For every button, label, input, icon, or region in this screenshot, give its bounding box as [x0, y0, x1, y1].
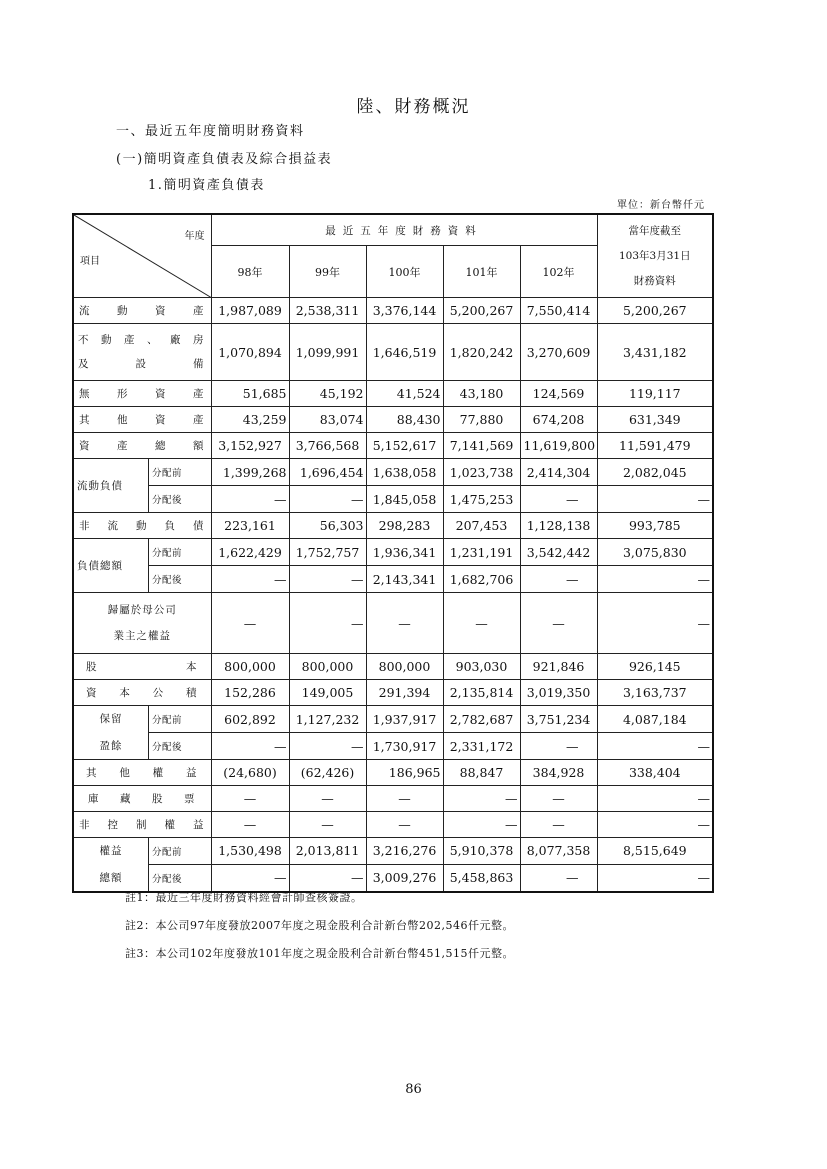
table-cell: 7,141,569: [443, 433, 520, 459]
table-cell: —: [366, 786, 443, 812]
table-cell: 674,208: [520, 407, 597, 433]
table-cell: 921,846: [520, 654, 597, 680]
table-cell: 2,782,687: [443, 706, 520, 733]
table-cell: 41,524: [366, 381, 443, 407]
table-cell: —: [520, 733, 597, 760]
table-cell: —: [597, 593, 713, 654]
table-cell: —: [443, 812, 520, 838]
table-cell: —: [211, 593, 289, 654]
current-header-line: 財務資料: [633, 274, 676, 287]
row-label: 保留: [74, 706, 149, 733]
row-label: 負債總額: [74, 539, 149, 592]
row-label: 資產總額: [73, 433, 211, 459]
footnotes: [125, 884, 514, 968]
row-label: 無形資產: [73, 381, 211, 407]
table-cell: 2,331,172: [443, 733, 520, 760]
table-row: [73, 539, 713, 566]
table-cell: —: [211, 733, 289, 760]
table-row: [73, 324, 713, 381]
table-cell: 3,009,276: [366, 864, 443, 892]
table-cell: —: [289, 733, 366, 760]
sub-label-after: 分配後: [152, 742, 183, 753]
table-cell: 1,530,498: [211, 838, 289, 865]
table-cell: 88,430: [366, 407, 443, 433]
sub-label-before: 分配前: [149, 706, 211, 733]
table-cell: 1,936,341: [366, 539, 443, 566]
table-cell: —: [366, 593, 443, 654]
corner-item-label: 項目: [80, 256, 100, 267]
year-header: 101年: [443, 246, 520, 298]
table-cell: 5,200,267: [597, 298, 713, 324]
split-label: [74, 539, 211, 592]
current-header-line: 當年度截至: [628, 224, 682, 237]
table-cell: 1,023,738: [443, 459, 520, 486]
current-header-line: 103年3月31日: [619, 249, 691, 262]
table-row: [73, 513, 713, 539]
table-cell: 1,820,242: [443, 324, 520, 381]
table-cell: 2,013,811: [289, 838, 366, 865]
sub-label-before: 分配前: [149, 838, 211, 865]
table-cell: 1,937,917: [366, 706, 443, 733]
table-cell: 3,766,568: [289, 433, 366, 459]
row-label-group: [73, 706, 211, 760]
table-cell: 3,075,830: [597, 539, 713, 566]
table-cell: 1,475,253: [443, 486, 520, 513]
table-heading: 1.簡明資產負債表: [148, 178, 265, 193]
table-cell: 5,200,267: [443, 298, 520, 324]
table-row: [73, 407, 713, 433]
table-cell: 291,394: [366, 680, 443, 706]
split-label: [74, 459, 211, 512]
table-row: [73, 786, 713, 812]
table-cell: 3,270,609: [520, 324, 597, 381]
section-heading: 一、最近五年度簡明財務資料: [116, 124, 305, 139]
table-cell: 45,192: [289, 381, 366, 407]
sub-label-before: 分配前: [149, 539, 211, 566]
table-cell: 149,005: [289, 680, 366, 706]
table-cell: 3,019,350: [520, 680, 597, 706]
table-cell: —: [289, 486, 366, 513]
table-cell: 7,550,414: [520, 298, 597, 324]
subsection-heading: (一)簡明資產負債表及綜合損益表: [116, 152, 333, 167]
unit-label: 單位：新台幣仟元: [617, 200, 705, 211]
table-cell: 43,259: [211, 407, 289, 433]
row-label: 其他權益: [73, 760, 211, 786]
table-cell: —: [211, 864, 289, 892]
table-cell: —: [597, 486, 713, 513]
table-cell: 298,283: [366, 513, 443, 539]
row-label-group: [73, 459, 211, 513]
table-row: [73, 706, 713, 733]
table-cell: —: [597, 733, 713, 760]
table-cell: 3,431,182: [597, 324, 713, 381]
row-label: 非流動負債: [73, 513, 211, 539]
row-label: 股本: [73, 654, 211, 680]
table-row: [73, 812, 713, 838]
table-cell: —: [211, 786, 289, 812]
table-cell: 926,145: [597, 654, 713, 680]
current-period-header: [597, 214, 713, 298]
row-label-group: [73, 539, 211, 593]
table-cell: 152,286: [211, 680, 289, 706]
table-cell: 1,128,138: [520, 513, 597, 539]
sub-label-after: 分配後: [152, 575, 183, 586]
sub-label-after: 分配後: [152, 495, 183, 506]
table-cell: 5,458,863: [443, 864, 520, 892]
table-cell: 124,569: [520, 381, 597, 407]
year-header: 102年: [520, 246, 597, 298]
table-row: [73, 680, 713, 706]
table-cell: 1,845,058: [366, 486, 443, 513]
table-cell: 1,987,089: [211, 298, 289, 324]
table-cell: 83,074: [289, 407, 366, 433]
table-cell: —: [520, 812, 597, 838]
table-cell: 993,785: [597, 513, 713, 539]
table-cell: 1,127,232: [289, 706, 366, 733]
table-cell: —: [211, 486, 289, 513]
table-cell: 88,847: [443, 760, 520, 786]
row-label: 非控制權益: [73, 812, 211, 838]
table-cell: 43,180: [443, 381, 520, 407]
table-cell: —: [211, 812, 289, 838]
table-cell: 3,751,234: [520, 706, 597, 733]
table-cell: 3,163,737: [597, 680, 713, 706]
table-cell: 800,000: [366, 654, 443, 680]
sub-label-before: 分配前: [149, 459, 211, 486]
table-cell: 1,099,991: [289, 324, 366, 381]
row-label: [73, 324, 211, 381]
row-label: 流動資產: [73, 298, 211, 324]
table-cell: 4,087,184: [597, 706, 713, 733]
table-cell: 1,638,058: [366, 459, 443, 486]
table-cell: —: [289, 864, 366, 892]
row-label: 其他資產: [73, 407, 211, 433]
sub-label-after: 分配後: [152, 874, 183, 885]
table-row: [73, 433, 713, 459]
header-corner-cell: [73, 214, 211, 298]
table-cell: 119,117: [597, 381, 713, 407]
page-title: 陸、財務概況: [356, 97, 471, 117]
table-cell: 1,622,429: [211, 539, 289, 566]
table-cell: 3,542,442: [520, 539, 597, 566]
row-label: 總額: [74, 865, 149, 892]
table-cell: —: [520, 864, 597, 892]
table-cell: 1,399,268: [211, 459, 289, 486]
table-cell: —: [597, 864, 713, 892]
table-cell: 903,030: [443, 654, 520, 680]
table-cell: 51,685: [211, 381, 289, 407]
row-label: 流動負債: [74, 459, 149, 512]
table-cell: 77,880: [443, 407, 520, 433]
row-label-line: 不動產、廠房: [78, 334, 207, 346]
table-cell: 186,965: [366, 760, 443, 786]
table-cell: —: [443, 593, 520, 654]
year-header: 100年: [366, 246, 443, 298]
table-cell: 11,591,479: [597, 433, 713, 459]
table-cell: 2,082,045: [597, 459, 713, 486]
table-cell: 1,752,757: [289, 539, 366, 566]
table-cell: 8,077,358: [520, 838, 597, 865]
table-cell: 5,910,378: [443, 838, 520, 865]
row-label: 庫藏股票: [73, 786, 211, 812]
table-cell: —: [520, 786, 597, 812]
table-cell: 1,646,519: [366, 324, 443, 381]
table-cell: 1,682,706: [443, 566, 520, 593]
table-cell: (24,680): [211, 760, 289, 786]
table-cell: 384,928: [520, 760, 597, 786]
table-cell: 1,696,454: [289, 459, 366, 486]
group-header: 最近五年度財務資料: [211, 214, 597, 246]
table-cell: —: [520, 593, 597, 654]
table-cell: 2,414,304: [520, 459, 597, 486]
row-label: 盈餘: [74, 733, 149, 760]
table-cell: 2,538,311: [289, 298, 366, 324]
table-cell: 631,349: [597, 407, 713, 433]
table-row: [73, 593, 713, 654]
header-row: [73, 214, 713, 246]
table-cell: —: [597, 786, 713, 812]
row-label: 資本公積: [73, 680, 211, 706]
table-cell: 223,161: [211, 513, 289, 539]
table-cell: 1,730,917: [366, 733, 443, 760]
row-label: [73, 593, 211, 654]
table-cell: 800,000: [211, 654, 289, 680]
table-cell: 1,070,894: [211, 324, 289, 381]
table-cell: 602,892: [211, 706, 289, 733]
row-label: 權益: [74, 838, 149, 865]
table-cell: 338,404: [597, 760, 713, 786]
split-label: [74, 706, 211, 759]
table-cell: 2,143,341: [366, 566, 443, 593]
footnote: 註1：最近三年度財務資料經會計師查核簽證。: [125, 891, 363, 904]
table-row: [73, 838, 713, 865]
year-header: 98年: [211, 246, 289, 298]
table-cell: —: [520, 486, 597, 513]
table-cell: —: [597, 812, 713, 838]
table-cell: —: [289, 812, 366, 838]
table-cell: —: [443, 786, 520, 812]
table-row: [73, 760, 713, 786]
table-cell: —: [289, 786, 366, 812]
table-cell: 5,152,617: [366, 433, 443, 459]
table-row: [73, 381, 713, 407]
table-cell: —: [289, 566, 366, 593]
table-row: [73, 298, 713, 324]
table-cell: 3,216,276: [366, 838, 443, 865]
row-label-line: 歸屬於母公司: [107, 604, 177, 616]
year-header: 99年: [289, 246, 366, 298]
table-cell: —: [520, 566, 597, 593]
corner-year-label: 年度: [184, 231, 205, 242]
footnote: 註2：本公司97年度發放2007年度之現金股利合計新台幣202,546仟元整。: [125, 919, 514, 932]
table-cell: 1,231,191: [443, 539, 520, 566]
row-label-line: 及設備: [78, 358, 207, 370]
table-cell: 2,135,814: [443, 680, 520, 706]
table-cell: —: [211, 566, 289, 593]
table-cell: —: [289, 593, 366, 654]
table-cell: 207,453: [443, 513, 520, 539]
page-number: 86: [405, 1082, 422, 1097]
table-cell: 800,000: [289, 654, 366, 680]
table-cell: —: [597, 566, 713, 593]
table-cell: 56,303: [289, 513, 366, 539]
balance-sheet-table: [72, 213, 714, 893]
row-label-line: 業主之權益: [113, 630, 171, 642]
footnote: 註3：本公司102年度發放101年度之現金股利合計新台幣451,515仟元整。: [125, 947, 514, 960]
table-row: [73, 459, 713, 486]
table-cell: 3,376,144: [366, 298, 443, 324]
table-row: [73, 654, 713, 680]
table-cell: (62,426): [289, 760, 366, 786]
table-cell: 8,515,649: [597, 838, 713, 865]
table-cell: 11,619,800: [520, 433, 597, 459]
table-cell: 3,152,927: [211, 433, 289, 459]
table-cell: —: [366, 812, 443, 838]
